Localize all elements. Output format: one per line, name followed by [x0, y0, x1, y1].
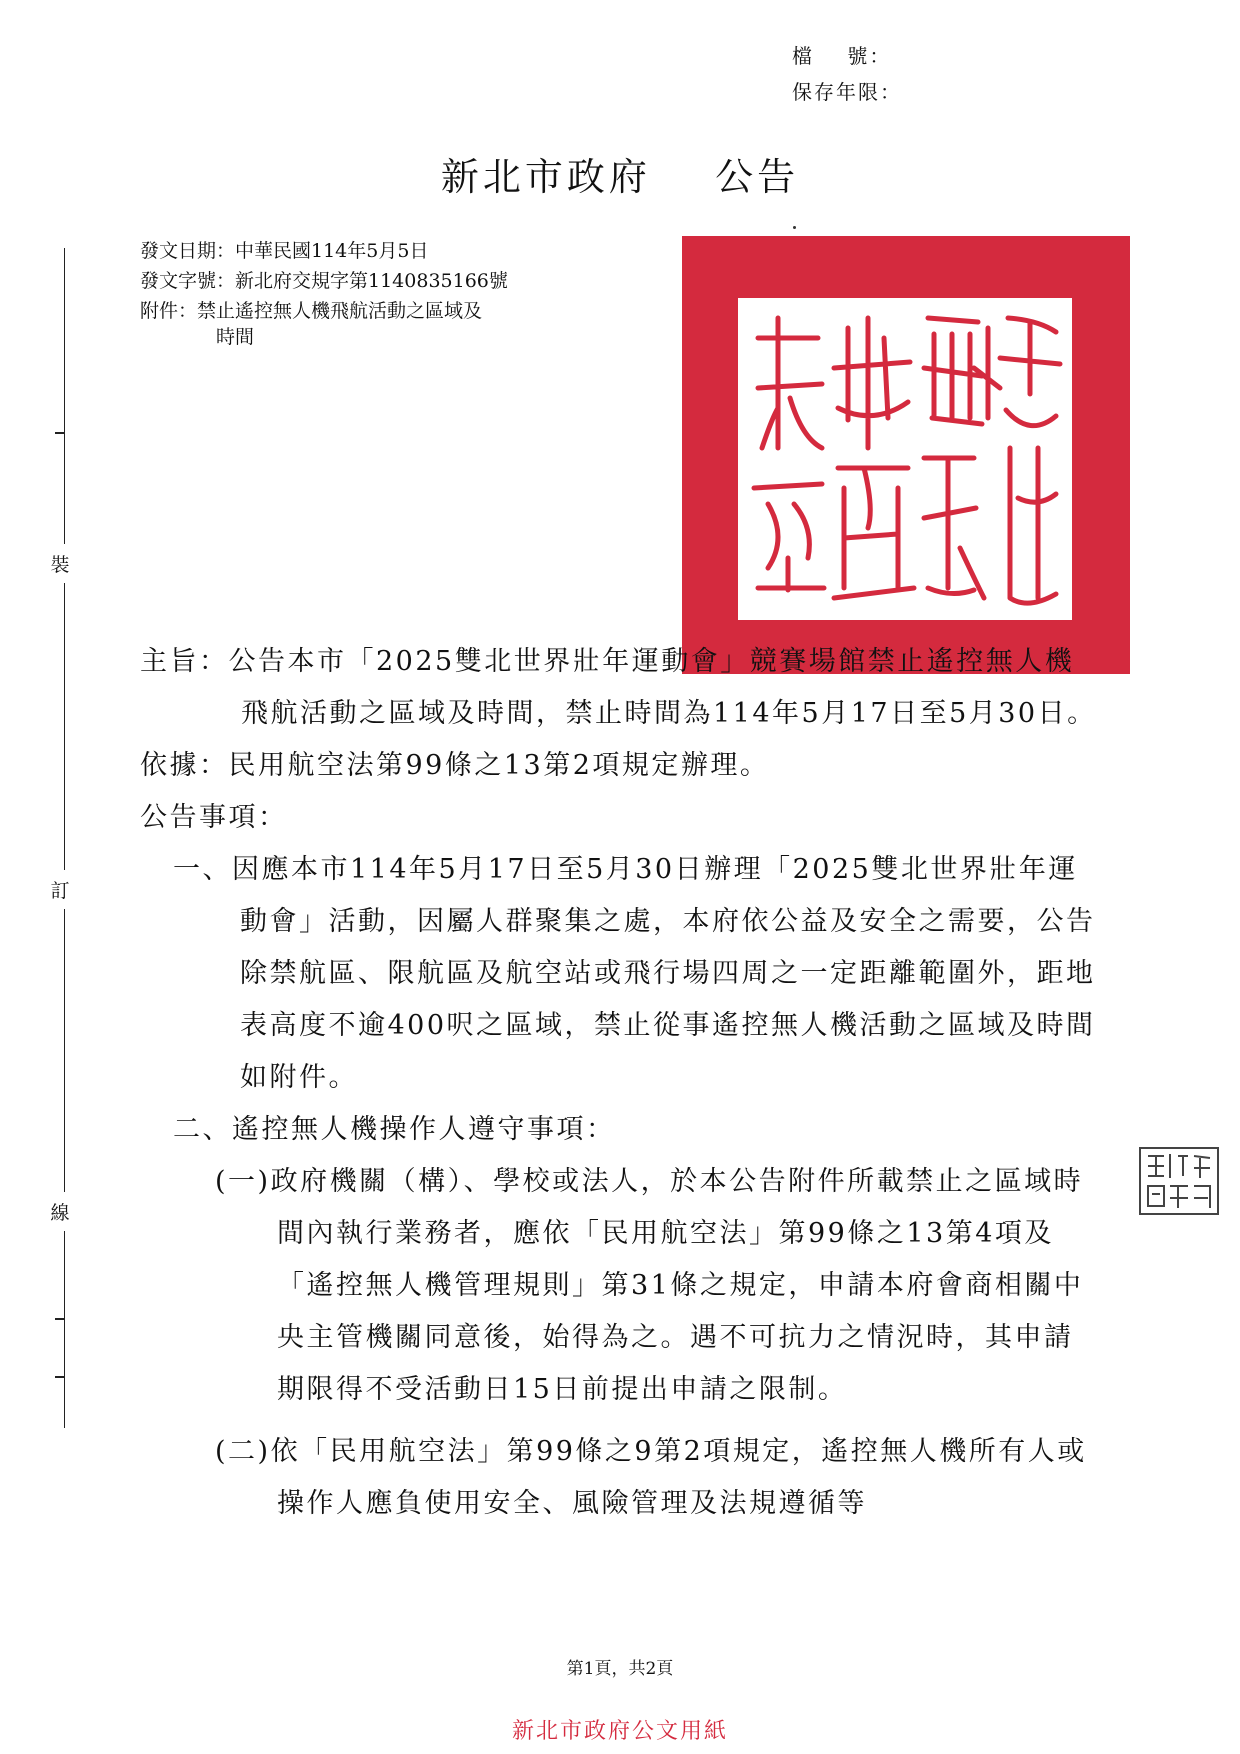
- issue-date: 發文日期：中華民國114年5月5日: [140, 240, 429, 262]
- document-number: 發文字號：新北府交規字第1140835166號: [140, 270, 508, 292]
- basis-paragraph: [140, 740, 1100, 792]
- retention-period-label: 保存年限：: [792, 80, 902, 104]
- item-one-text: 因應本市114年5月17日至5月30日辦理「2025雙北世界壯年運動會」活動，因屬人群聚集之處，本府依公益及安全之需要，公告除禁航區、限航區及航空站或飛行場四周之一定距離範圍外，距地表高度不逾400呎之區域，禁止從事遙控無人機活動之區域及時間如附件。: [232, 854, 1096, 1093]
- subject-text: 公告本市「2025雙北世界壯年運動會」競賽場館禁止遙控無人機飛航活動之區域及時間，禁止時間為114年5月17日至5月30日。: [228, 646, 1097, 729]
- items-heading: 公告事項：: [140, 802, 288, 833]
- document-title: [0, 146, 1240, 201]
- basis-label: 依據：: [140, 750, 229, 781]
- item-one-label: 一、: [173, 854, 232, 885]
- sub-item-two: [215, 1426, 1100, 1530]
- attachment-line-cont: 時間: [216, 326, 255, 348]
- sub-item-one: [215, 1156, 1100, 1416]
- basis-text: 民用航空法第99條之13第2項規定辦理。: [228, 750, 770, 781]
- speck: [793, 226, 796, 229]
- binding-char-xian: 線: [47, 1192, 73, 1231]
- item-one: [173, 844, 1100, 1104]
- sub-item-two-text: 依「民用航空法」第99條之9第2項規定，遙控無人機所有人或操作人應負使用安全、風險管理及法規遵循等: [270, 1436, 1087, 1519]
- binding-tick: [55, 432, 65, 434]
- header-info: [140, 236, 508, 348]
- small-stamp: [1138, 1146, 1220, 1216]
- sub-item-two-label: (二): [215, 1436, 271, 1467]
- official-paper-label: 新北市政府公文用紙: [511, 1719, 728, 1744]
- subject-label: 主旨：: [140, 646, 229, 677]
- binding-line: [64, 248, 65, 1428]
- page-number: 第1頁，共2頁: [566, 1659, 674, 1679]
- attachment-line: 附件：禁止遙控無人機飛航活動之區域及: [140, 300, 483, 322]
- binding-char-ding: 訂: [47, 870, 73, 909]
- binding-tick: [55, 1318, 65, 1320]
- file-metadata: [792, 38, 902, 110]
- sub-item-one-text: 政府機關（構）、學校或法人，於本公告附件所載禁止之區域時間內執行業務者，應依「民用航空法」第99條之13第4項及「遙控無人機管理規則」第31條之規定，申請本府會商相關中央主管機關同意後，始得為之。遇不可抗力之情況時，其申請期限得不受活動日15日前提出申請之限制。: [270, 1166, 1084, 1405]
- seal-glyphs: [738, 298, 1072, 620]
- government-seal: [682, 236, 1130, 674]
- item-two-text: 遙控無人機操作人遵守事項：: [232, 1114, 616, 1145]
- sub-item-one-label: (一): [215, 1166, 271, 1197]
- document-type: 公告: [715, 155, 800, 199]
- item-two: [173, 1104, 1100, 1156]
- issuing-agency: 新北市政府: [440, 155, 651, 199]
- small-stamp-glyphs: [1138, 1146, 1220, 1216]
- binding-tick: [55, 1376, 65, 1378]
- announcement-body: [140, 636, 1100, 1530]
- item-two-label: 二、: [173, 1114, 232, 1145]
- subject-paragraph: [140, 636, 1100, 740]
- file-number-label: 檔 號：: [792, 44, 892, 68]
- binding-char-zhuang: 裝: [47, 544, 73, 583]
